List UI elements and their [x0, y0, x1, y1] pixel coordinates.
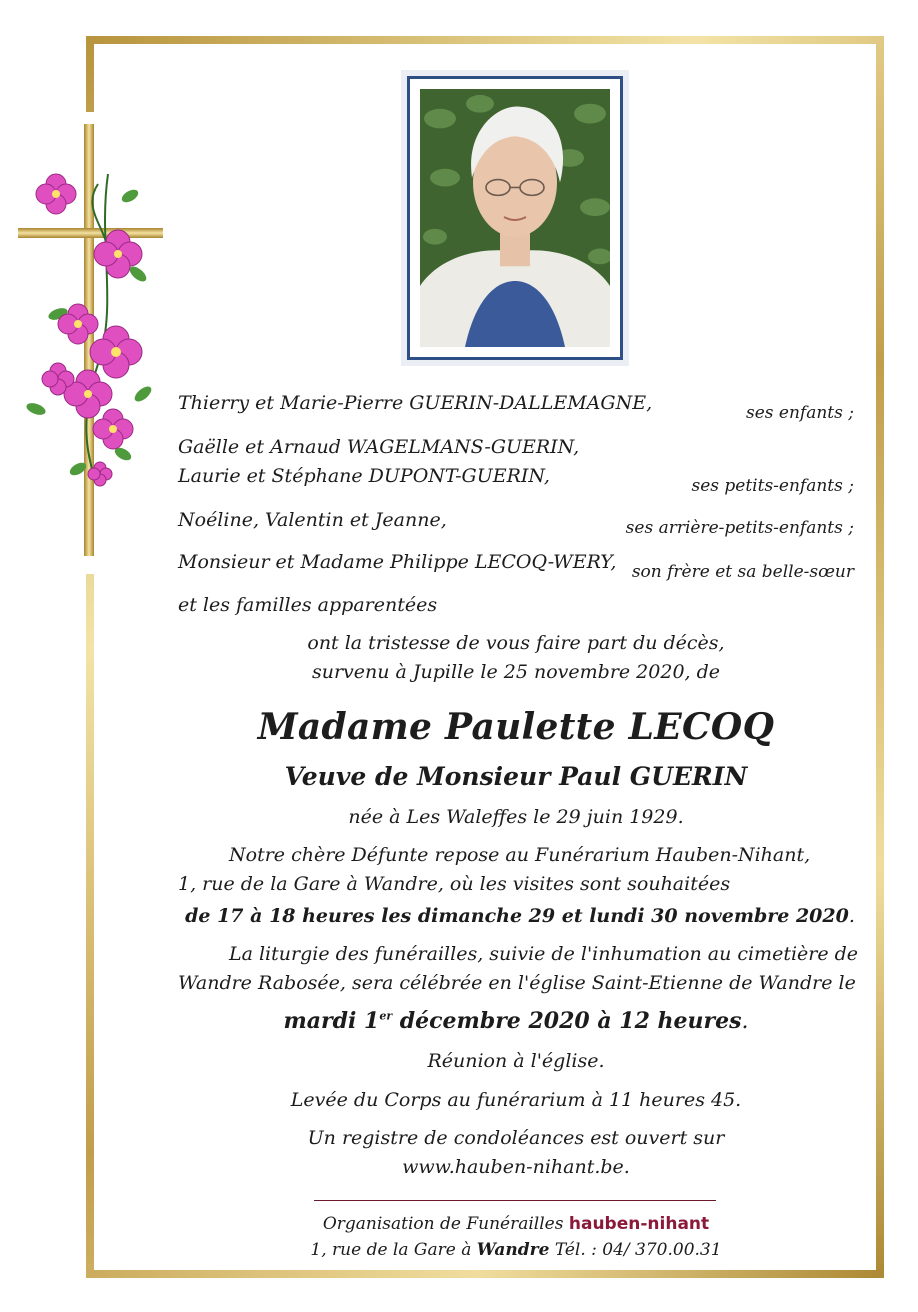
relation-great-grandchildren: ses arrière-petits-enfants ; — [625, 518, 854, 538]
announce-line-1: ont la tristesse de vous faire part du décès, — [307, 632, 725, 654]
registre-line-1: Un registre de condoléances est ouvert sur — [307, 1127, 725, 1149]
reunion-line: Réunion à l'église. — [427, 1050, 605, 1072]
footer-org — [150, 1214, 882, 1234]
relation-grandchildren: ses petits-enfants ; — [691, 476, 854, 496]
footer-addr-phone: Tél. : 04/ 370.00.31 — [549, 1240, 722, 1260]
visit-times — [170, 905, 870, 927]
brand-logo: hauben-nihant — [568, 1214, 710, 1234]
family-line-6: et les familles apparentées — [178, 594, 438, 616]
relation-brother: son frère et sa belle-sœur — [631, 562, 854, 582]
family-line-1: Thierry et Marie-Pierre GUERIN-DALLEMAGNE, — [178, 392, 653, 414]
funeral-line-1: La liturgie des funérailles, suivie de l'inhumation au cimetière de — [229, 943, 859, 965]
relation-children: ses enfants ; — [746, 403, 854, 423]
footer-org-prefix: Organisation de Funérailles — [322, 1214, 569, 1234]
funeral-date-b: décembre 2020 à 12 heures — [392, 1008, 742, 1034]
funeral-date-sup: er — [379, 1009, 393, 1023]
funeral-line-2: Wandre Rabosée, sera célébrée en l'église Saint-Etienne de Wandre le — [178, 972, 856, 994]
family-line-3: Laurie et Stéphane DUPONT-GUERIN, — [178, 465, 550, 487]
funeral-date — [150, 1008, 882, 1034]
footer-addr-town: Wandre — [476, 1240, 550, 1260]
registre-link[interactable]: www.hauben-nihant.be. — [402, 1156, 630, 1178]
footer-addr-prefix: 1, rue de la Gare à — [310, 1240, 477, 1260]
widow-line: Veuve de Monsieur Paul GUERIN — [284, 762, 748, 791]
visit-times-bold: de 17 à 18 heures les dimanche 29 et lundi 30 novembre 2020 — [185, 905, 849, 927]
footer-divider — [314, 1200, 716, 1201]
cross-flowers-icon — [18, 124, 168, 564]
footer-address — [150, 1240, 882, 1260]
announce-line-2: survenu à Jupille le 25 novembre 2020, de — [311, 661, 721, 683]
deceased-name: Madame Paulette LECOQ — [257, 706, 775, 748]
levee-line: Levée du Corps au funérarium à 11 heures 45. — [290, 1089, 742, 1111]
visit-times-end: . — [848, 905, 855, 927]
funeral-date-end: . — [741, 1009, 749, 1034]
family-line-5: Monsieur et Madame Philippe LECOQ-WERY, — [178, 551, 617, 573]
family-line-2: Gaëlle et Arnaud WAGELMANS-GUERIN, — [178, 436, 580, 458]
portrait-photo — [420, 89, 610, 347]
birth-line: née à Les Waleffes le 29 juin 1929. — [348, 806, 684, 828]
visit-line-2: 1, rue de la Gare à Wandre, où les visites sont souhaitées — [178, 873, 731, 895]
family-line-4: Noéline, Valentin et Jeanne, — [178, 509, 447, 531]
visit-line-1: Notre chère Défunte repose au Funérarium Hauben-Nihant, — [229, 844, 811, 866]
portrait-frame — [401, 70, 629, 366]
funeral-date-a: mardi 1 — [283, 1008, 380, 1034]
